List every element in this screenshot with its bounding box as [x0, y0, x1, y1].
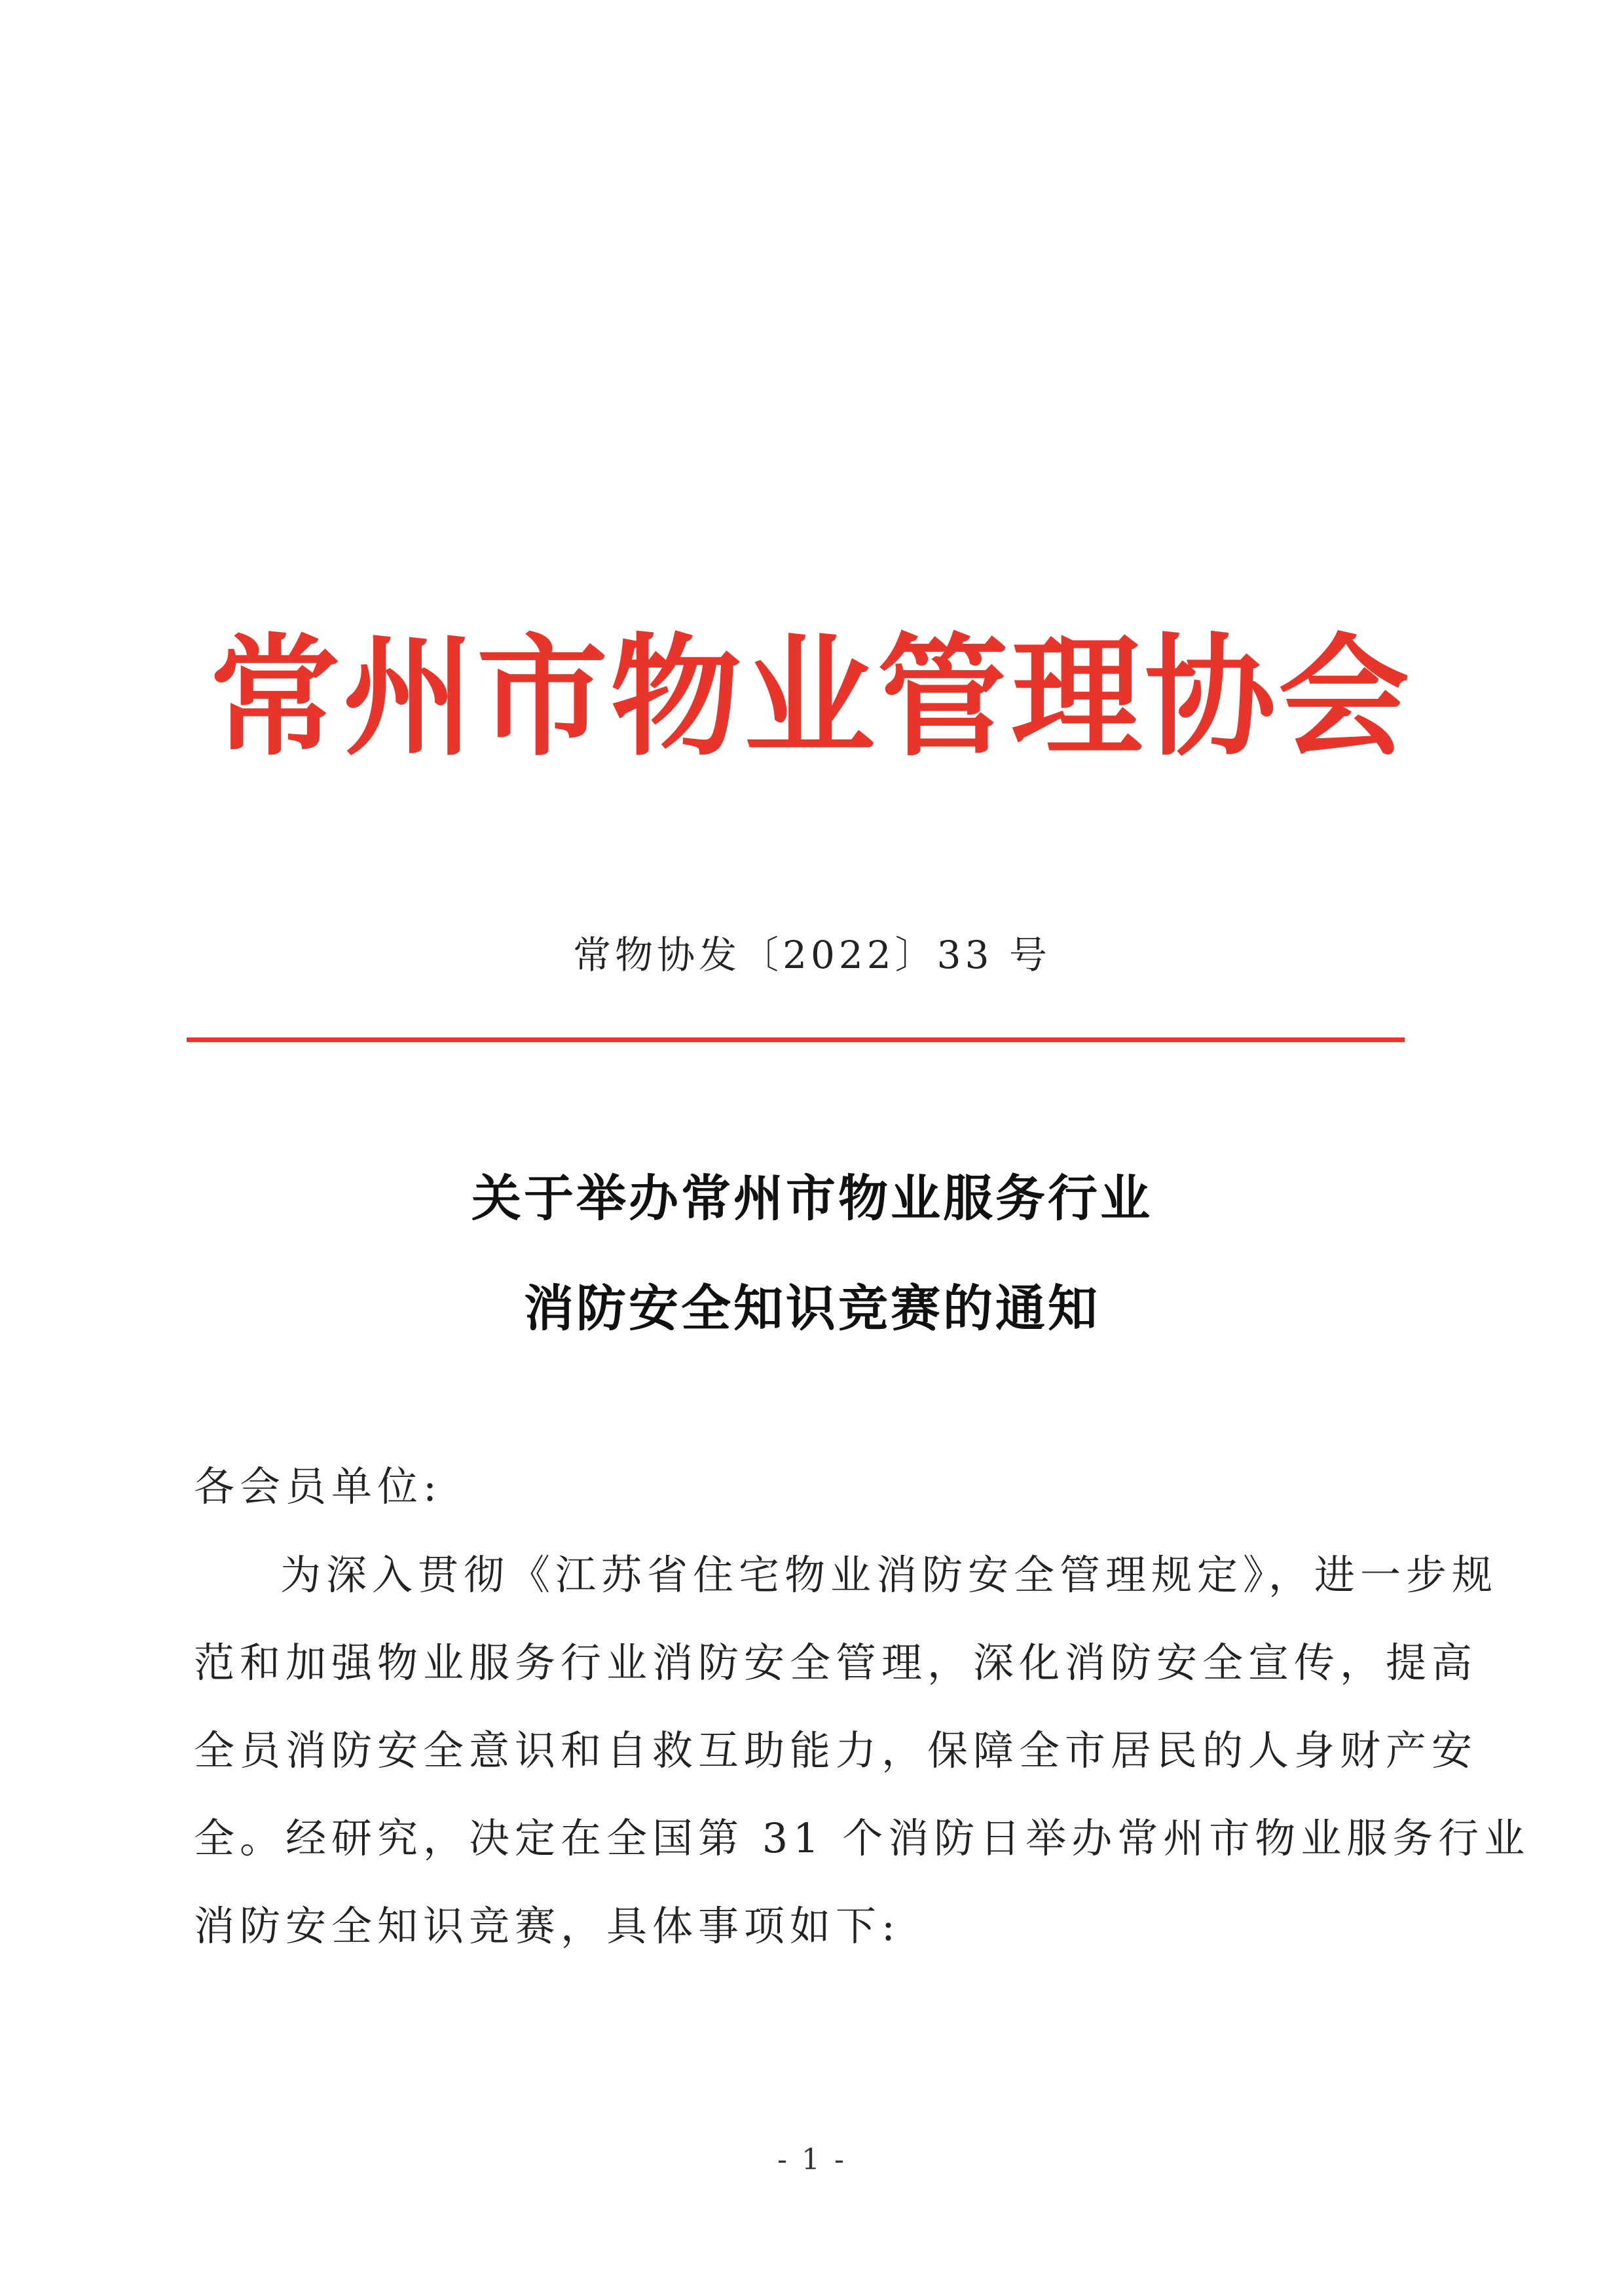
- body-text-line: 全。经研究，决定在全国第 31 个消防日举办常州市物业服务行业: [194, 1814, 1530, 1862]
- body-text-line: 消防安全知识竞赛，具体事项如下:: [194, 1902, 900, 1950]
- document-title-line-2: 消防安全知识竞赛的通知: [524, 1279, 1100, 1337]
- page-number: - 1 -: [777, 2143, 847, 2176]
- organization-header: 常州市物业管理协会: [210, 620, 1412, 774]
- body-text-line: 范和加强物业服务行业消防安全管理，深化消防安全宣传，提高: [194, 1639, 1478, 1687]
- salutation: 各会员单位:: [194, 1463, 442, 1510]
- body-text-line: 为深入贯彻《江苏省住宅物业消防安全管理规定》，进一步规: [280, 1551, 1498, 1599]
- document-number: 常物协发〔2022〕33 号: [573, 933, 1051, 977]
- body-text-line: 全员消防安全意识和自救互助能力，保障全市居民的人身财产安: [194, 1726, 1478, 1774]
- document-title-line-1: 关于举办常州市物业服务行业: [471, 1169, 1153, 1227]
- red-divider-line: [187, 1037, 1405, 1042]
